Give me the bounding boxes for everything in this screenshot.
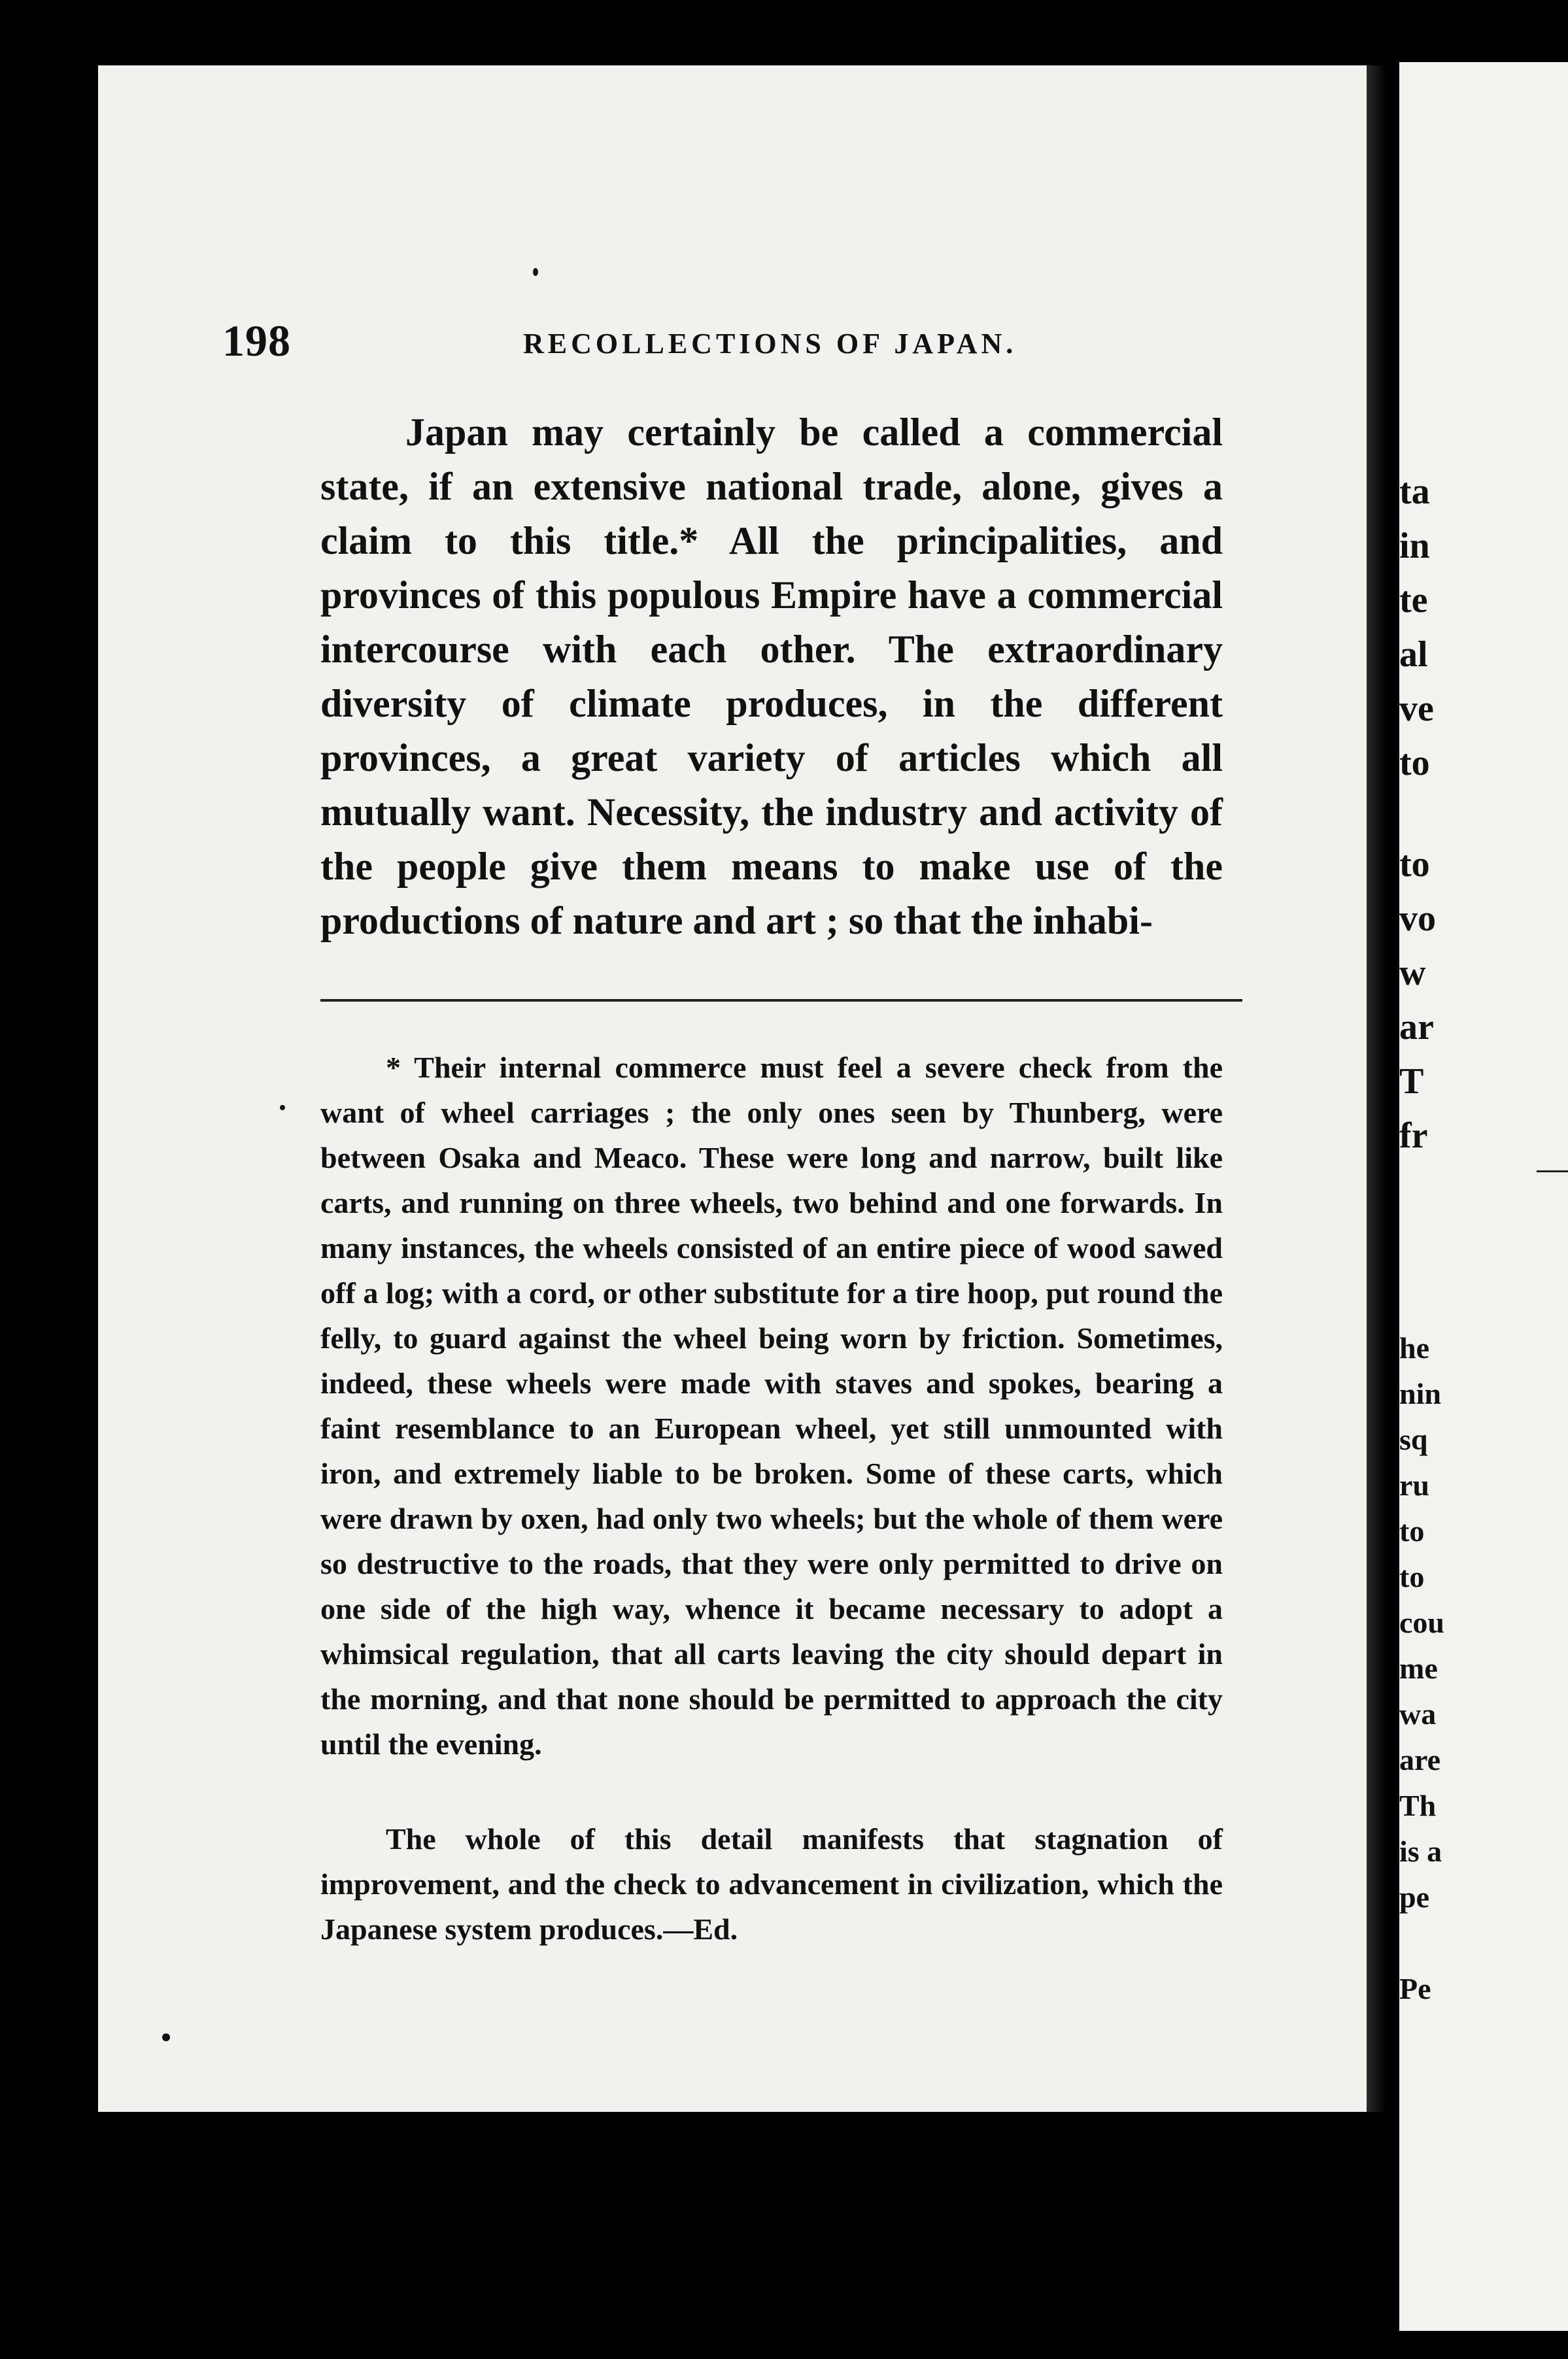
ink-speck xyxy=(280,1105,285,1110)
right-page-footnote-line: to xyxy=(1399,1560,1425,1593)
ink-speck xyxy=(533,268,538,276)
page-number: 198 xyxy=(222,316,291,365)
page-header xyxy=(222,315,1242,367)
right-page-line: ve xyxy=(1399,688,1434,729)
body-paragraph: Japan may certainly be called a commercial state, if an extensive national trade, alone, gives a claim to this title.* All the principalities, and provinces of this populous Empire have a commercial intercourse with each other. The extraordinary diversity of climate produces, in the different provinces, a great variety of articles which all mutually want. Necessity, the industry and activity of the people give them means to make use of the productions of nature and art ; so that the inhabi- xyxy=(320,411,1223,942)
right-page-footnote-line: nin xyxy=(1399,1377,1441,1410)
right-page-line: al xyxy=(1399,634,1428,675)
running-head: RECOLLECTIONS OF JAPAN. xyxy=(523,328,1017,360)
page-gutter xyxy=(1367,65,1386,2112)
ink-speck xyxy=(162,2033,170,2041)
right-page-footnote-line: are xyxy=(1399,1743,1441,1776)
right-page-footnote-line: is a xyxy=(1399,1835,1442,1868)
right-page-line: to xyxy=(1399,743,1430,783)
right-page-footnote-line: me xyxy=(1399,1652,1438,1685)
right-page-line: vo xyxy=(1399,898,1436,939)
right-page-footnote-line: Th xyxy=(1399,1789,1437,1822)
right-page-footnote-line: pe xyxy=(1399,1880,1429,1914)
right-page xyxy=(1399,62,1568,2331)
right-page-footnote-line: Pe xyxy=(1399,1972,1431,2005)
right-page-line: to xyxy=(1399,844,1430,885)
right-page-footnote-line: ru xyxy=(1399,1468,1429,1502)
footnote-rule xyxy=(320,999,1242,1002)
right-page-footnote-line: he xyxy=(1399,1331,1429,1365)
right-page-line: w xyxy=(1399,953,1426,993)
right-page-rule xyxy=(1537,1170,1568,1172)
right-page-footnote-line: to xyxy=(1399,1514,1425,1548)
footnote-paragraph-1: * Their internal commerce must feel a severe check from the want of wheel carriages ; the only ones seen by Thunberg, were between Osaka and Meaco. These were long and narrow, built like carts, and running on three wheels, two behind and one forwards. In many instances, the wheels consisted of an entire piece of wood sawed off a log; with a cord, or other substitute for a tire hoop, put round the felly, to guard against the wheel being worn by friction. Sometimes, indeed, these wheels were made with staves and spokes, bearing a faint resemblance to an European wheel, yet still unmounted with iron, and extremely liable to be broken. Some of these carts, which were drawn by oxen, had only two wheels; but the whole of them were so destructive to the roads, that they were only permitted to drive on one side of the high way, whence it became necessary to adopt a whimsical regulation, that all carts leaving the city should depart in the morning, and that none should be permitted to approach the city until the evening. xyxy=(320,1051,1223,1761)
right-page-footnote-line: cou xyxy=(1399,1606,1444,1639)
right-page-line: T xyxy=(1399,1061,1424,1102)
right-page-footnote-line: wa xyxy=(1399,1697,1437,1731)
right-page-line: te xyxy=(1399,580,1428,620)
right-page-line: ta xyxy=(1399,471,1430,512)
footnote-paragraph-2: The whole of this detail manifests that stagnation of improvement, and the check to advancement in civilization, which the Japanese system produces.—Ed. xyxy=(320,1822,1223,1946)
right-page-line: fr xyxy=(1399,1115,1428,1156)
right-page-line: in xyxy=(1399,526,1430,566)
right-page-line: ar xyxy=(1399,1007,1434,1047)
right-page-footnote-line: sq xyxy=(1399,1423,1428,1456)
